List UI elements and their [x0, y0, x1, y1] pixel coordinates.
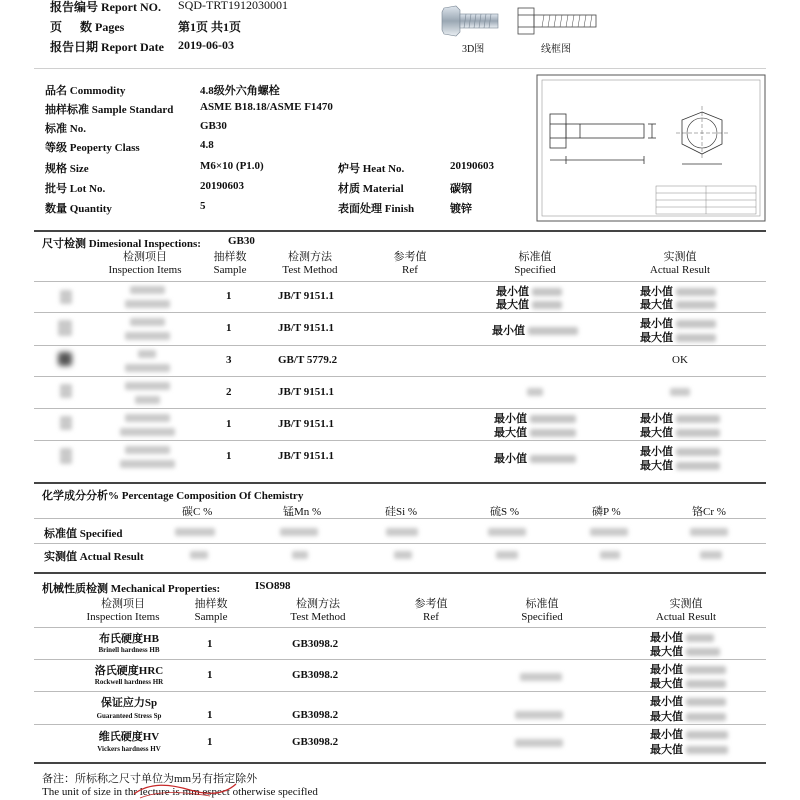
mech-row2-name: 洛氏硬度HRC — [94, 665, 164, 677]
chem-col-mn: 锰Mn % — [283, 506, 322, 518]
chem-col-cr: 铬Cr % — [692, 506, 726, 518]
material-label: 材质 Material — [338, 183, 404, 195]
dim-row5-icon — [60, 416, 72, 430]
mech-std: ISO898 — [255, 580, 291, 592]
dim-row5-act-max: 最大值 — [640, 424, 720, 440]
dim-row1-sample: 1 — [226, 290, 232, 302]
dim-row3-method: GB/T 5779.2 — [278, 354, 338, 366]
date-label: 报告日期 Report Date — [50, 40, 164, 54]
std-no-value: GB30 — [200, 120, 227, 132]
dim-row5-sample: 1 — [226, 418, 232, 430]
dim-std: GB30 — [228, 235, 255, 247]
commodity-label: 品名 Commodity — [45, 85, 126, 97]
chem-col-p: 磷P % — [592, 506, 621, 518]
qty-label: 数量 Quantity — [45, 203, 112, 215]
mech-row3-act-min: 最小值 — [650, 693, 726, 709]
mech-col-specified: 标准值 Specified — [521, 598, 563, 623]
mech-col-method: 检测方法 Test Method — [290, 598, 346, 623]
finish-value: 镀锌 — [450, 203, 472, 215]
dim-row5-spec-min: 最小值 — [494, 410, 576, 426]
mech-row1-name: 布氏硬度HB — [99, 633, 159, 645]
dim-row3-icon — [58, 352, 72, 366]
standard-value: ASME B18.18/ASME F1470 — [200, 101, 333, 113]
mech-col-sample: 抽样数 Sample — [194, 598, 228, 623]
mech-row3-act-max: 最大值 — [650, 708, 726, 724]
date-value: 2019-06-03 — [178, 38, 234, 52]
dim-col-specified: 标准值 Specified — [514, 251, 556, 276]
dim-row6-icon — [60, 448, 72, 464]
dim-row1-icon — [60, 290, 72, 304]
dim-col-method: 检测方法 Test Method — [282, 251, 338, 276]
mech-row4-en: Vickers hardness HV — [97, 745, 161, 753]
size-value: M6×10 (P1.0) — [200, 160, 264, 172]
mech-row2-sample: 1 — [207, 669, 213, 681]
heat-value: 20190603 — [450, 160, 494, 172]
mech-row4-act-max: 最大值 — [650, 741, 728, 757]
dim-col-ref: 参考值 Ref — [393, 251, 427, 276]
lot-label: 批号 Lot No. — [45, 183, 106, 195]
chem-title: 化学成分分析% Percentage Composition Of Chemistry — [42, 490, 304, 502]
mech-row4-method: GB3098.2 — [292, 736, 339, 748]
mech-row2-en: Rockwell hardness HR — [94, 678, 164, 686]
pages-value: 第1页 共1页 — [178, 20, 242, 34]
qty-value: 5 — [200, 200, 206, 212]
mech-col-ref: 参考值 Ref — [414, 598, 448, 623]
dim-col-actual: 实测值 Actual Result — [649, 251, 711, 276]
dim-row3-result: OK — [672, 354, 688, 366]
dim-row2-spec-min: 最小值 — [492, 322, 578, 338]
dim-row1-spec-max: 最大值 — [496, 296, 562, 312]
dim-col-sample: 抽样数 Sample — [213, 251, 247, 276]
chem-actual-label: 实测值 Actual Result — [44, 551, 144, 563]
signature-scribble — [130, 778, 240, 800]
dim-row1-method: JB/T 9151.1 — [278, 290, 335, 302]
footer-note-cn: 备注：所标称之尺寸单位为mm另有指定除外 — [42, 773, 258, 785]
mech-col-items: 检测项目 Inspection Items — [86, 598, 160, 623]
chem-col-si: 硅Si % — [385, 506, 418, 518]
technical-drawing — [536, 74, 766, 222]
dim-row2-method: JB/T 9151.1 — [278, 322, 335, 334]
mech-row3-name: 保证应力Sp — [100, 697, 158, 709]
report-no: SQD-TRT1912030001 — [178, 0, 288, 12]
dim-col-items: 检测项目 Inspection Items — [108, 251, 182, 276]
dim-row3-sample: 3 — [226, 354, 232, 366]
heat-label: 炉号 Heat No. — [338, 163, 405, 175]
dim-row6-spec-min: 最小值 — [494, 450, 576, 466]
mech-row1-act-max: 最大值 — [650, 643, 720, 659]
dim-row2-act-max: 最大值 — [640, 329, 716, 345]
mech-row4-act-min: 最小值 — [650, 726, 728, 742]
dim-row6-act-min: 最小值 — [640, 443, 720, 459]
chem-spec-label: 标准值 Specified — [44, 528, 123, 540]
dim-row1-act-max: 最大值 — [640, 296, 716, 312]
mech-row1-en: Brinell hardness HB — [98, 646, 160, 654]
chem-col-c: 碳C % — [182, 506, 213, 518]
footer-note-en: The unit of size in thr lecture is mm espect otherwise specifled — [42, 786, 318, 798]
dim-row4-icon — [60, 384, 72, 398]
std-no-label: 标准 No. — [45, 123, 86, 135]
mech-row1-sample: 1 — [207, 638, 213, 650]
class-label: 等级 Peoperty Class — [45, 142, 140, 154]
size-label: 规格 Size — [45, 163, 89, 175]
dim-row5-method: JB/T 9151.1 — [278, 418, 335, 430]
material-value: 碳钢 — [450, 183, 472, 195]
finish-label: 表面处理 Finish — [338, 203, 415, 215]
lot-value: 20190603 — [200, 180, 244, 192]
mech-row2-act-min: 最小值 — [650, 661, 726, 677]
bolt-3d-image — [440, 4, 500, 38]
mech-row2-method: GB3098.2 — [292, 669, 339, 681]
mech-row3-en: Guaranteed Stress Sp — [96, 712, 162, 720]
dim-row5-act-min: 最小值 — [640, 410, 720, 426]
dim-row6-method: JB/T 9151.1 — [278, 450, 335, 462]
img-3d-caption: 3D图 — [462, 44, 485, 55]
class-value: 4.8 — [200, 139, 214, 151]
dim-row2-act-min: 最小值 — [640, 315, 716, 331]
dim-row6-sample: 1 — [226, 450, 232, 462]
mech-row3-method: GB3098.2 — [292, 709, 339, 721]
mech-row4-name: 维氏硬度HV — [98, 731, 160, 743]
mech-row1-method: GB3098.2 — [292, 638, 339, 650]
mech-row3-sample: 1 — [207, 709, 213, 721]
mech-row2-act-max: 最大值 — [650, 675, 726, 691]
dim-row1-act-min: 最小值 — [640, 283, 716, 299]
mech-row1-act-min: 最小值 — [650, 629, 714, 645]
standard-label: 抽样标准 Sample Standard — [45, 104, 174, 116]
dim-row2-sample: 1 — [226, 322, 232, 334]
dim-row1-spec-min: 最小值 — [496, 283, 562, 299]
dim-row6-act-max: 最大值 — [640, 457, 720, 473]
dim-row2-icon — [58, 320, 72, 336]
dim-row4-sample: 2 — [226, 386, 232, 398]
img-wire-caption: 线框图 — [541, 44, 571, 55]
mech-row4-sample: 1 — [207, 736, 213, 748]
dim-row4-method: JB/T 9151.1 — [278, 386, 335, 398]
bolt-wireframe-image — [516, 6, 598, 36]
chem-col-s: 硫S % — [490, 506, 520, 518]
dim-title: 尺寸检测 Dimesional Inspections: — [42, 238, 201, 250]
mech-title: 机械性质检测 Mechanical Properties: — [42, 583, 221, 595]
dim-row5-spec-max: 最大值 — [494, 424, 576, 440]
report-no-label: 报告编号 Report NO. — [50, 0, 161, 14]
mech-col-actual: 实测值 Actual Result — [655, 598, 717, 623]
pages-label: 页 数 Pages — [50, 20, 125, 34]
commodity-value: 4.8级外六角螺栓 — [200, 85, 280, 97]
